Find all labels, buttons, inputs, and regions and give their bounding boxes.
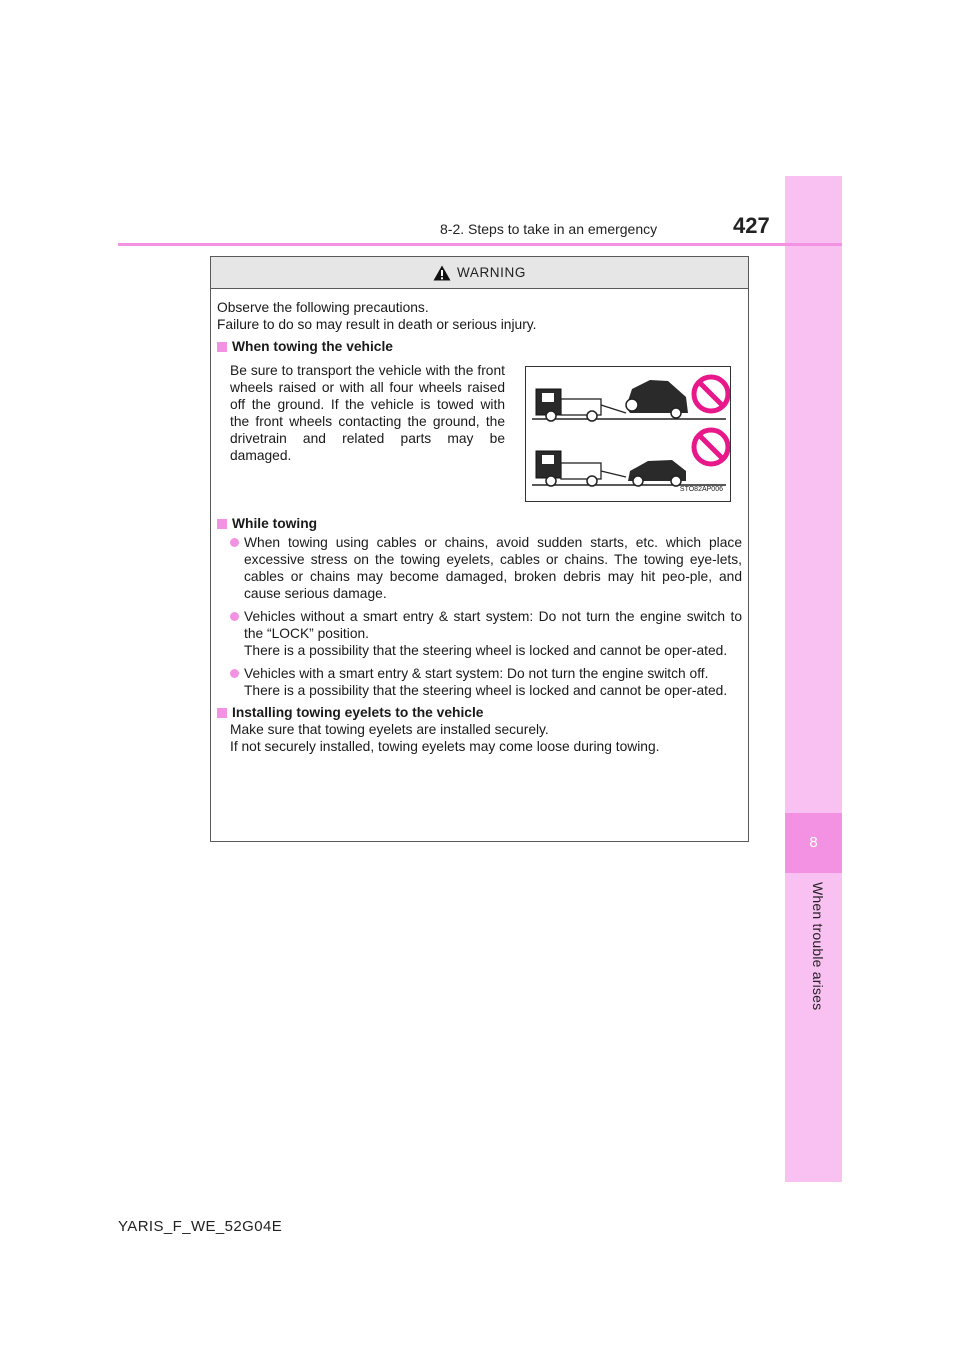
header-rule — [118, 243, 842, 246]
intro-line-1: Observe the following precautions. — [217, 300, 429, 315]
section-title: 8-2. Steps to take in an emergency — [440, 221, 658, 237]
towing-vehicle-text: Be sure to transport the vehicle with the front wheels raised or with all four wheels raised off the ground. If the vehicle is towed with the front wheels contacting the ground, the drivetrain and related parts may be damaged. — [230, 363, 505, 463]
warning-box — [210, 256, 749, 842]
warning-header — [211, 257, 748, 289]
chapter-number: 8 — [809, 834, 818, 851]
section-heading-towing-vehicle — [217, 338, 743, 355]
illustration-code: STO82AP006 — [679, 486, 723, 493]
eyelets-line-2: If not securely installed, towing eyelets may come loose during towing. — [230, 739, 660, 754]
square-bullet-icon — [217, 342, 227, 352]
list-item-line: There is a possibility that the steering wheel is locked and cannot be oper-ated. — [244, 683, 728, 698]
section-heading-eyelets — [217, 704, 743, 721]
list-item — [230, 665, 743, 699]
section-heading-while-towing — [217, 515, 743, 532]
document-code: YARIS_F_WE_52G04E — [118, 1218, 283, 1235]
intro-line-2: Failure to do so may result in death or serious injury. — [217, 317, 537, 332]
towing-illustration — [525, 366, 731, 502]
list-item-line: There is a possibility that the steering wheel is locked and cannot be oper-ated. — [244, 643, 728, 658]
square-bullet-icon — [217, 519, 227, 529]
warning-body — [217, 299, 743, 755]
towing-row — [217, 362, 743, 502]
bullet-dot-icon — [230, 612, 239, 621]
side-tab — [785, 176, 842, 1182]
chapter-label: When trouble arises — [810, 882, 826, 1011]
heading-text: Installing towing eyelets to the vehicle — [232, 705, 484, 720]
list-item — [230, 534, 743, 602]
list-item-text: When towing using cables or chains, avoid sudden starts, etc. which place excessive stress on the towing eyelets, cables or chains. The towing eye-lets, cables or chains may become damaged, broken debris may hit peo-ple, and cause serious damage. — [244, 535, 742, 601]
warning-title: WARNING — [457, 265, 526, 280]
list-item-text — [244, 665, 742, 699]
list-item — [230, 608, 743, 659]
square-bullet-icon — [217, 708, 227, 718]
heading-text: While towing — [232, 516, 318, 531]
list-item-line: Vehicles without a smart entry & start system: Do not turn the engine switch to the “LOCK” position. — [244, 609, 742, 641]
bullet-dot-icon — [230, 669, 239, 678]
heading-text: When towing the vehicle — [232, 339, 393, 354]
bullet-dot-icon — [230, 538, 239, 547]
warning-triangle-icon — [433, 265, 451, 281]
eyelets-line-1: Make sure that towing eyelets are installed securely. — [230, 722, 549, 737]
list-item-line: Vehicles with a smart entry & start system: Do not turn the engine switch off. — [244, 666, 709, 681]
list-item-text — [244, 608, 742, 659]
page-number: 427 — [733, 213, 770, 238]
